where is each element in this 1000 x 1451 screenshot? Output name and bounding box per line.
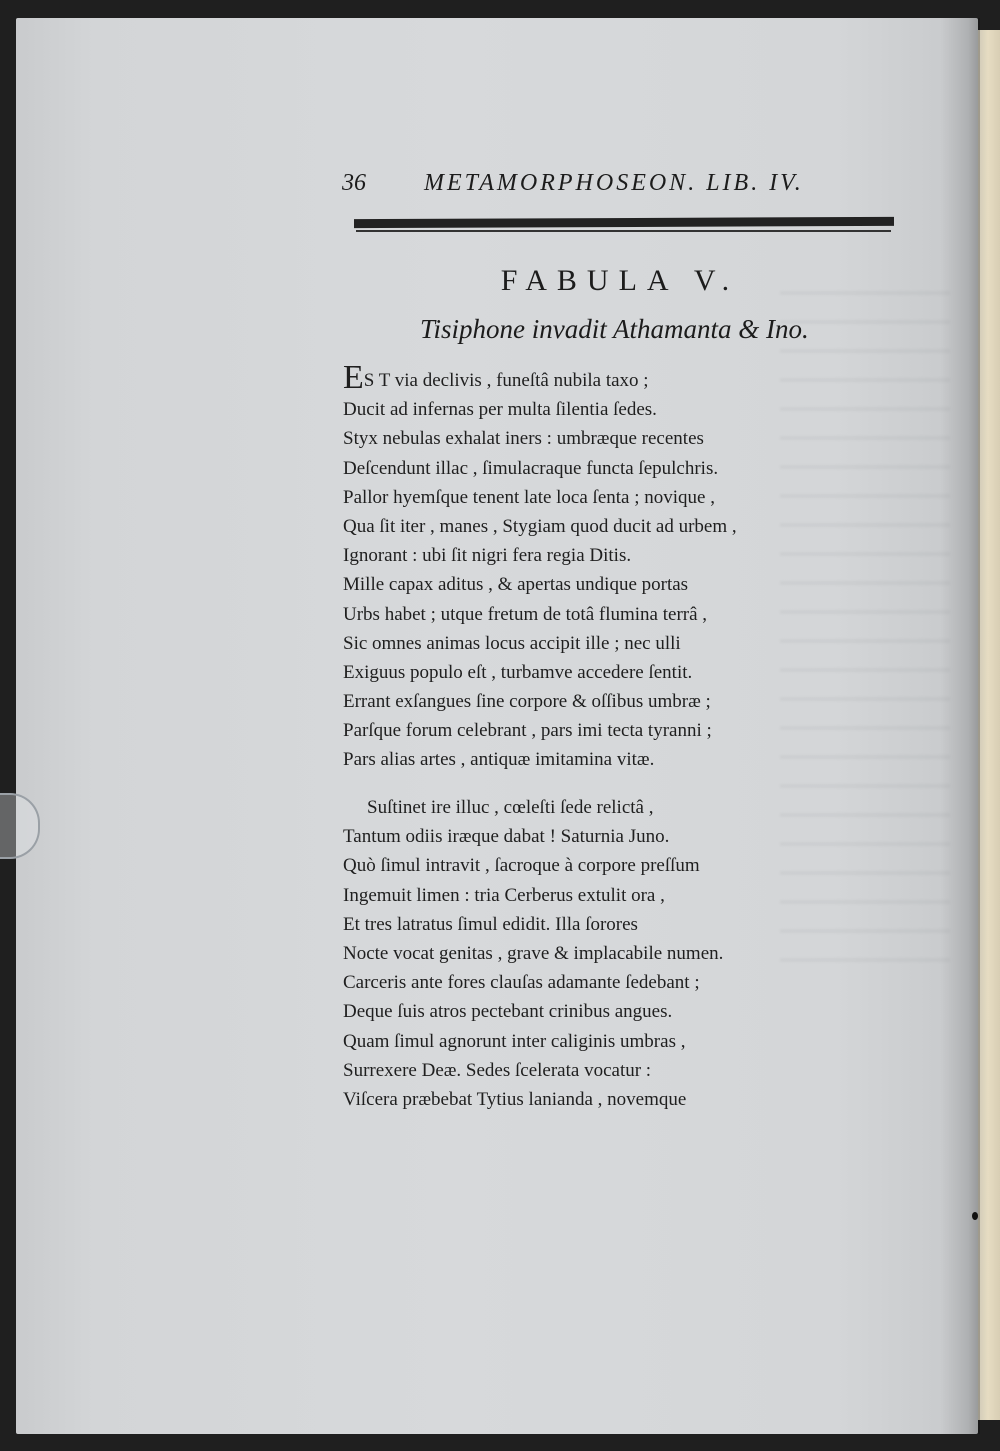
header-rule-thick	[354, 217, 894, 228]
fabula-title: FABULA V.	[500, 264, 740, 297]
fabula-subtitle: Tisiphone invadit Athamanta & Ino.	[420, 314, 809, 344]
header-rule-thin	[356, 230, 891, 232]
stanza-1	[343, 359, 843, 775]
page-number: 36	[342, 170, 366, 196]
verse-line: Deſcendunt illac , ſimulacraque functa ſepulchris.	[343, 457, 719, 479]
verse-line: Suſtinet ire illuc , cœleſti ſede relictâ ,	[367, 797, 654, 818]
running-header	[342, 166, 898, 202]
ink-spot	[972, 1212, 978, 1220]
verse-line: Ducit ad infernas per multa ſilentia ſedes.	[343, 399, 657, 421]
verse-line: Errant exſangues ſine corpore & oſſibus umbræ ;	[343, 691, 711, 713]
stanza-2	[343, 793, 843, 1114]
verse-line	[343, 359, 843, 396]
verse-line: Ignorant : ubi ſit nigri fera regia Ditis.	[343, 545, 632, 567]
verse-line: Surrexere Deæ. Sedes ſcelerata vocatur :	[343, 1059, 652, 1081]
verse-line: Sic omnes animas locus accipit ille ; nec ulli	[343, 632, 681, 654]
verse-line: Ingemuit limen : tria Cerberus extulit ora ,	[343, 884, 665, 906]
verse-line: Tantum odiis iræque dabat ! Saturnia Juno.	[343, 826, 670, 848]
verse-line: Urbs habet ; utque fretum de totâ flumina terrâ ,	[343, 603, 708, 625]
verse-line: Nocte vocat genitas , grave & implacabile numen.	[343, 942, 724, 964]
verse-line: Pallor hyemſque tenent late loca ſenta ; novique ,	[343, 486, 715, 508]
drop-cap: E	[343, 359, 364, 396]
verse-line: Mille capax aditus , & apertas undique portas	[343, 574, 689, 596]
verse-line: Pars alias artes , antiquæ imitamina vitæ.	[343, 749, 655, 771]
verse-line: Carceris ante fores clauſas adamante ſedebant ;	[343, 972, 700, 994]
verse-line: Viſcera præbebat Tytius lanianda , novemque	[343, 1088, 687, 1110]
first-line-text: S T via declivis , funeſtâ nubila taxo ;	[363, 370, 649, 391]
verse-line: Quam ſimul agnorunt inter caliginis umbras ,	[343, 1030, 686, 1052]
verse-line: Parſque forum celebrant , pars imi tecta tyranni ;	[343, 720, 712, 742]
verse-line: Deque ſuis atros pectebant crinibus angues.	[343, 1001, 673, 1023]
verse-line: Qua ſit iter , manes , Stygiam quod ducit ad urbem ,	[343, 515, 737, 537]
verse-line: Exiguus populo eſt , turbamve accedere ſentit.	[343, 661, 693, 683]
verse-line: Styx nebulas exhalat iners : umbræque recentes	[343, 428, 704, 450]
running-title: METAMORPHOSEON. LIB. IV.	[424, 170, 804, 196]
verse-line: Quò ſimul intravit , ſacroque à corpore preſſum	[343, 855, 700, 877]
header-rule	[354, 218, 894, 236]
verse-line: Et tres latratus ſimul edidit. Illa ſorores	[343, 913, 638, 935]
